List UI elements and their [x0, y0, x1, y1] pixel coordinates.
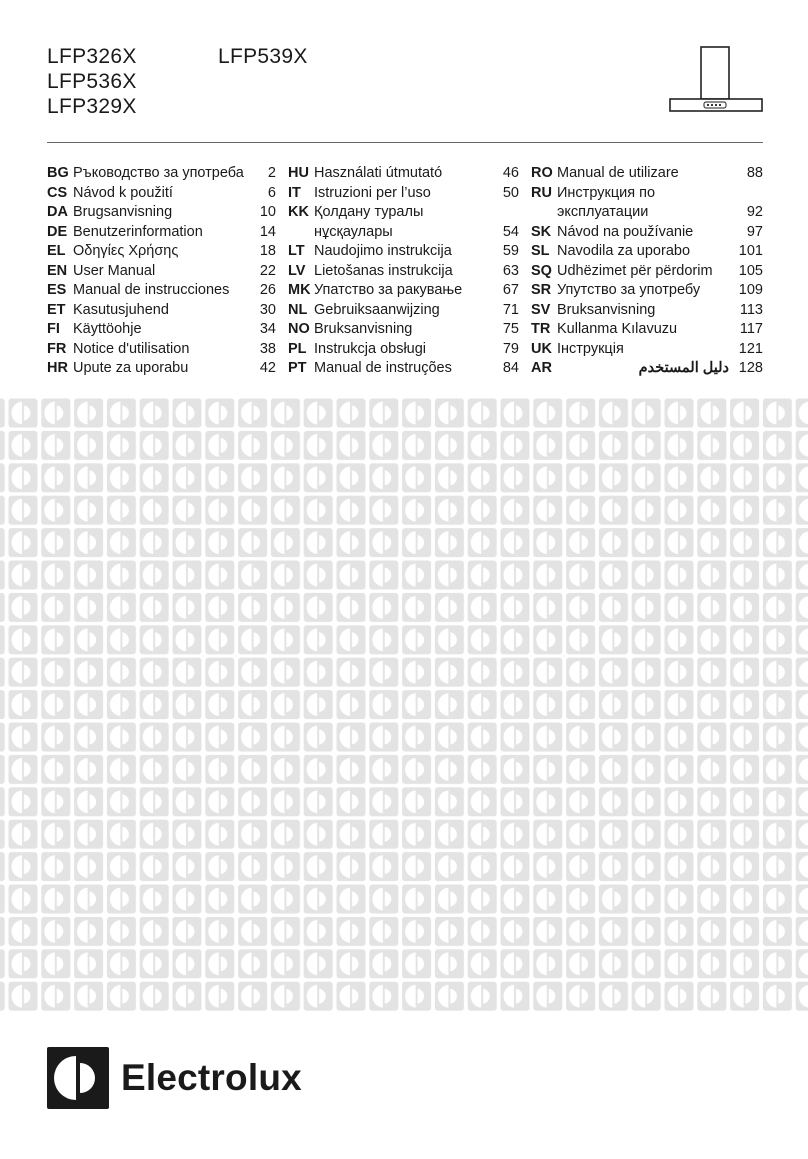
divider: [47, 142, 763, 143]
manual-title: Upute za uporabu: [73, 360, 189, 376]
toc-entry: [531, 242, 763, 262]
toc-entry: [288, 359, 519, 379]
language-code: RU: [531, 184, 552, 201]
toc-entry: [531, 340, 763, 360]
manual-title: Naudojimo instrukcija: [314, 243, 452, 259]
page-number: 121: [738, 340, 763, 357]
manual-title: Instrukcja obsługi: [314, 340, 427, 357]
page-number: 113: [739, 301, 763, 318]
toc-entry: [531, 359, 763, 379]
language-code: EL: [47, 243, 66, 259]
manual-title: Упатство за ракување: [314, 282, 463, 298]
language-code: ET: [47, 301, 66, 318]
toc-entry: [288, 223, 519, 243]
electrolux-logo-icon: [47, 1047, 109, 1109]
language-toc-column-1: [47, 164, 276, 379]
page-number: 10: [259, 204, 276, 220]
toc-entry: [288, 203, 519, 223]
page-number: 26: [259, 282, 276, 298]
language-code: MK: [288, 282, 311, 298]
toc-entry: [531, 164, 763, 184]
toc-entry: [47, 340, 276, 360]
manual-title: Қолдану туралы: [314, 204, 424, 220]
toc-entry: [47, 281, 276, 301]
page-number: 14: [259, 223, 276, 240]
page-number: 59: [502, 243, 519, 259]
language-code: KK: [288, 204, 309, 220]
page-number: 50: [502, 184, 519, 201]
language-code: FR: [47, 340, 67, 357]
language-code: HU: [288, 165, 309, 181]
manual-title: Manual de instrucciones: [73, 282, 230, 298]
language-toc-column-3: [531, 164, 763, 379]
cooker-hood-illustration: [668, 46, 764, 121]
page-number: 88: [746, 165, 763, 181]
language-code: LT: [288, 243, 305, 259]
manual-title: Bruksanvisning: [314, 321, 413, 337]
manual-title: эксплуатации: [557, 204, 649, 220]
language-code: SK: [531, 223, 552, 240]
toc-entry: [47, 301, 276, 321]
page-number: 18: [259, 243, 276, 259]
page-number: 38: [259, 340, 276, 357]
manual-title: Istruzioni per l’uso: [314, 184, 431, 201]
language-code: NL: [288, 301, 308, 318]
language-code: TR: [531, 321, 551, 337]
manual-title: Használati útmutató: [314, 165, 443, 181]
toc-entry: [288, 320, 519, 340]
page-number: 46: [502, 165, 519, 181]
toc-entry: [288, 281, 519, 301]
page-number: 101: [738, 243, 763, 259]
page-number: 42: [259, 360, 276, 376]
toc-entry: [288, 340, 519, 360]
page-number: 92: [746, 204, 763, 220]
toc-entry: [47, 203, 276, 223]
manual-title: Упутство за употребу: [557, 282, 701, 298]
manual-title: Manual de instruções: [314, 360, 452, 376]
toc-entry: [531, 301, 763, 321]
toc-entry: [288, 164, 519, 184]
language-code: DE: [47, 223, 68, 240]
page-number: 67: [502, 282, 519, 298]
language-code: EN: [47, 262, 68, 279]
page-number: 128: [738, 360, 763, 376]
language-code: UK: [531, 340, 552, 357]
page-number: 22: [259, 262, 276, 279]
model-number: LFP536X: [47, 70, 137, 93]
manual-title: Інструкція: [557, 340, 624, 357]
page-number: 63: [502, 262, 519, 279]
manual-title: Ръководство за употреба: [73, 165, 244, 181]
manual-title: Manual de utilizare: [557, 165, 679, 181]
page-number: 79: [502, 340, 519, 357]
page-number: 34: [259, 321, 276, 337]
manual-title: Návod na používanie: [557, 223, 694, 240]
language-code: SQ: [531, 262, 552, 279]
language-code: SL: [531, 243, 550, 259]
page-number: 2: [267, 165, 276, 181]
page-number: 54: [502, 223, 519, 240]
brand-pattern-background: [0, 397, 808, 1013]
manual-title: Инструкция по: [557, 184, 656, 201]
manual-title: Benutzerinformation: [73, 223, 203, 240]
language-code: SV: [531, 301, 551, 318]
brand-wordmark: Electrolux: [121, 1057, 302, 1098]
toc-entry: [531, 320, 763, 340]
page-number: 6: [267, 184, 276, 201]
manual-title: Notice d'utilisation: [73, 340, 190, 357]
manual-title: Kullanma Kılavuzu: [557, 321, 678, 337]
language-code: LV: [288, 262, 306, 279]
manual-title: Brugsanvisning: [73, 204, 173, 220]
language-code: IT: [288, 184, 301, 201]
manual-title: Gebruiksaanwijzing: [314, 301, 440, 318]
language-code: PL: [288, 340, 307, 357]
toc-entry: [47, 262, 276, 282]
language-code: ES: [47, 282, 67, 298]
manual-title: دليل المستخدم: [638, 360, 729, 376]
toc-entry: [47, 320, 276, 340]
language-code: RO: [531, 165, 553, 181]
page-number: 71: [502, 301, 519, 318]
manual-title: Bruksanvisning: [557, 301, 656, 318]
language-code: AR: [531, 360, 552, 376]
toc-entry: [531, 203, 763, 223]
page-number: 84: [502, 360, 519, 376]
manual-title: Udhëzimet për përdorim: [557, 262, 713, 279]
page-number: 105: [738, 262, 763, 279]
language-code: CS: [47, 184, 68, 201]
page-number: 75: [502, 321, 519, 337]
toc-entry: [531, 223, 763, 243]
toc-entry: [288, 301, 519, 321]
language-toc-column-2: [288, 164, 519, 379]
page-number: 97: [746, 223, 763, 240]
manual-title: Οδηγίες Χρήσης: [73, 243, 179, 259]
page-number: 117: [739, 321, 763, 337]
language-code: NO: [288, 321, 310, 337]
toc-entry: [531, 262, 763, 282]
toc-entry: [531, 281, 763, 301]
toc-entry: [47, 359, 276, 379]
toc-entry: [288, 184, 519, 204]
page-number: 109: [738, 282, 763, 298]
model-number: LFP326X: [47, 45, 137, 68]
electrolux-logo: [47, 1048, 302, 1108]
toc-entry: [47, 184, 276, 204]
toc-entry: [288, 262, 519, 282]
page-number: 30: [259, 301, 276, 318]
manual-title: Navodila za uporabo: [557, 243, 691, 259]
language-code: FI: [47, 321, 60, 337]
manual-title: User Manual: [73, 262, 156, 279]
manual-title: Lietošanas instrukcija: [314, 262, 453, 279]
manual-title: Käyttöohje: [73, 321, 142, 337]
toc-entry: [47, 164, 276, 184]
language-code: BG: [47, 165, 69, 181]
manual-title: Kasutusjuhend: [73, 301, 169, 318]
toc-entry: [47, 223, 276, 243]
toc-entry: [531, 184, 763, 204]
language-code: PT: [288, 360, 307, 376]
manual-title: Návod k použití: [73, 184, 173, 201]
model-number: LFP329X: [47, 95, 137, 118]
language-code: SR: [531, 282, 552, 298]
toc-entry: [288, 242, 519, 262]
model-number: LFP539X: [218, 45, 308, 68]
manual-title: нұсқаулары: [314, 223, 393, 240]
toc-entry: [47, 242, 276, 262]
language-code: DA: [47, 204, 68, 220]
language-code: HR: [47, 360, 68, 376]
